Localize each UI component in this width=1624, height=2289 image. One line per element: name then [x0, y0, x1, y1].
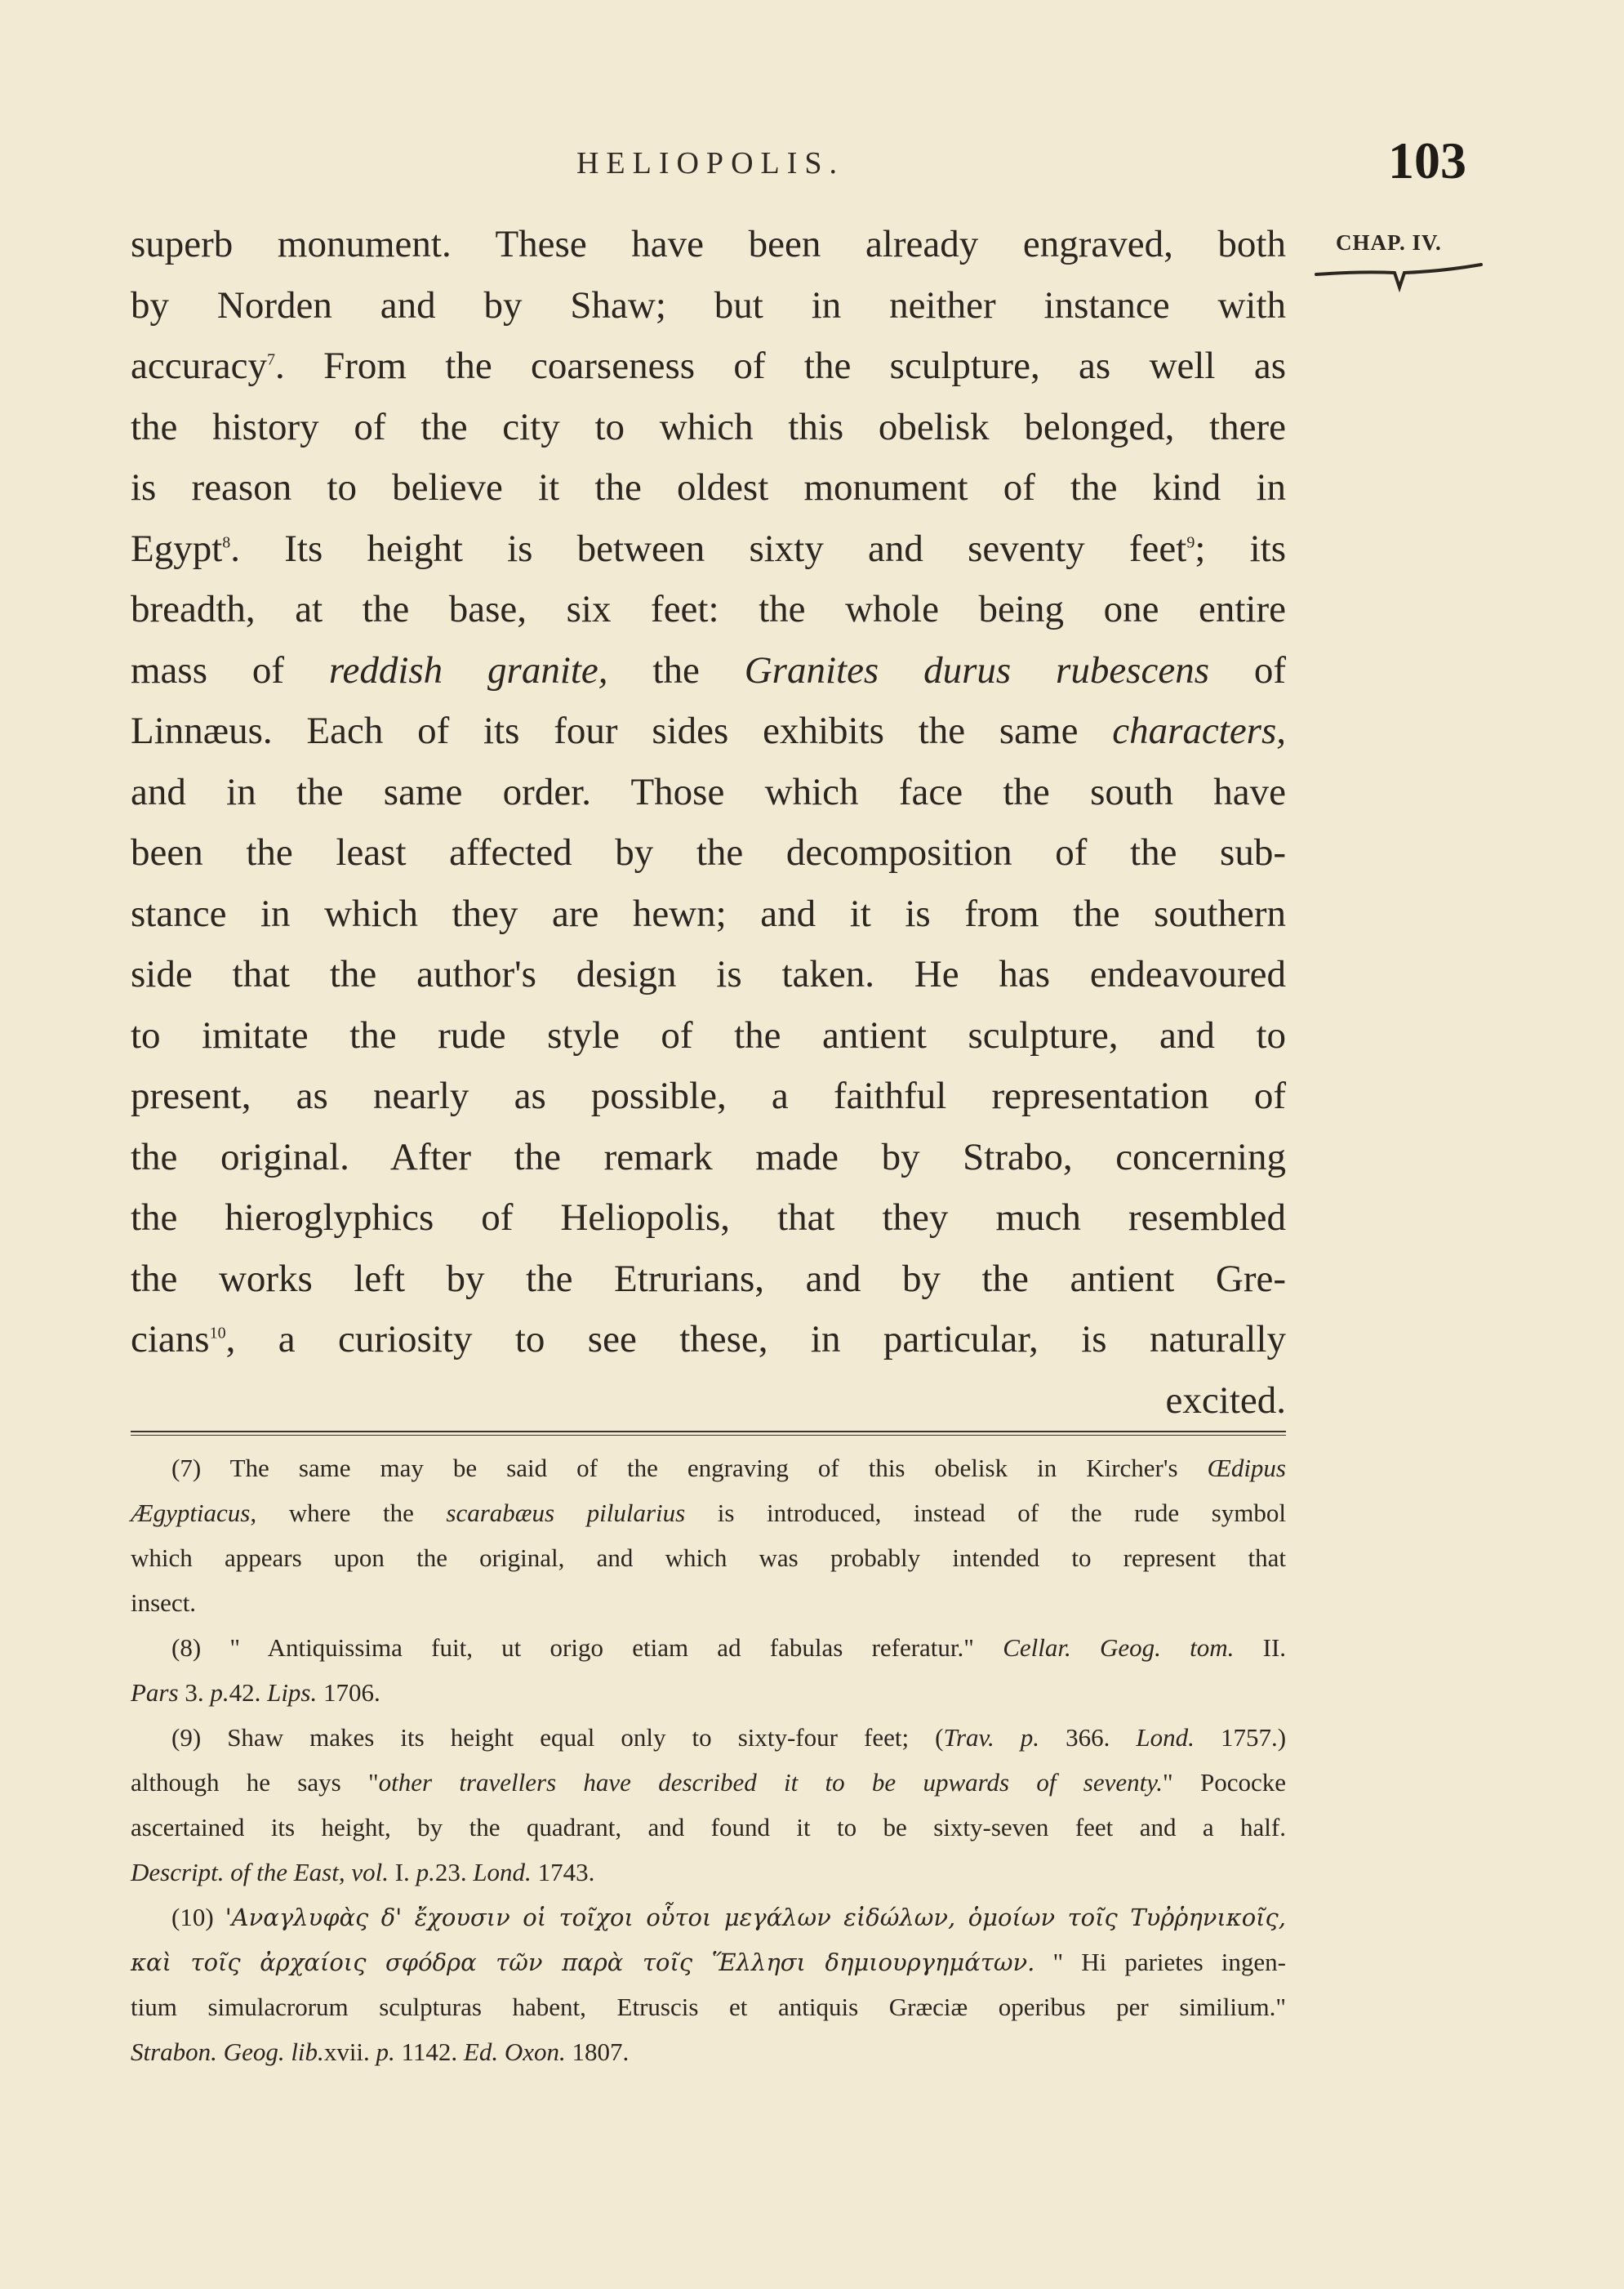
text-line: superb monument. These have been already engraved, both: [131, 223, 1286, 265]
text-line: accuracy$^7$. From the coarseness of the sculpture, as well as: [131, 345, 1286, 387]
text-line: been the least affected by the decomposition of the sub-: [131, 831, 1286, 874]
text-line: Egypt$^8$. Its height is between sixty and seventy feet$^9$; its: [131, 527, 1286, 570]
footnote-line: although he says "other travellers have described it to be upwards of seventy." Pococke: [131, 1768, 1286, 1797]
footnote-ref: 7: [266, 350, 275, 369]
footnote-ref: 10: [209, 1324, 226, 1343]
footnote-line: (8) " Antiquissima fuit, ut origo etiam ad fabulas referatur." Cellar. Geog. tom. II.: [171, 1633, 1287, 1662]
footnote-ref: 8: [222, 532, 231, 551]
text-line: is reason to believe it the oldest monument of the kind in: [131, 466, 1286, 509]
text-line: Linnæus. Each of its four sides exhibits the same characters,: [131, 710, 1287, 752]
footnote-divider: [131, 1431, 1286, 1432]
footnote-line: Pars 3. p.42. Lips. 1706.: [131, 1678, 380, 1707]
text-line: present, as nearly as possible, a faithful representation of: [131, 1075, 1286, 1117]
running-head: HELIOPOLIS.: [576, 146, 845, 180]
text-line: to imitate the rude style of the antient sculpture, and to: [131, 1013, 1286, 1057]
page-number: 103: [1388, 131, 1466, 189]
footnote-line: (7) The same may be said of the engraving of this obelisk in Kircher's Œdipus: [171, 1454, 1286, 1482]
footnote-line: tium simulacrorum sculpturas habent, Etruscis et antiquis Græciæ operibus per similium.": [131, 1993, 1286, 2021]
footnote-line: which appears upon the original, and which was probably intended to represent that: [131, 1543, 1286, 1572]
text-line: the hieroglyphics of Heliopolis, that they much resembled: [131, 1196, 1286, 1239]
footnote-line: (9) Shaw makes its height equal only to sixty-four feet; (Trav. p. 366. Lond. 1757.): [171, 1723, 1287, 1752]
text-line: the history of the city to which this obelisk belonged, there: [131, 405, 1286, 448]
text-line: cians$^{10}$, a curiosity to see these, in particular, is naturally: [131, 1318, 1286, 1360]
text-line: excited.: [1165, 1378, 1286, 1422]
text-line: side that the author's design is taken. He has endeavoured: [131, 953, 1286, 995]
text-line: the original. After the remark made by Strabo, concerning: [131, 1135, 1286, 1178]
footnote-line: (10) 'Αναγλυφὰς δ' ἔχουσιν οἱ τοῖχοι οὗτοι μεγάλων εἰδώλων, ὁμοίων τοῖς Τυῤῥηνικοῖς,: [171, 1903, 1287, 1931]
footnote-line: Ægyptiacus, where the scarabæus pilularius is introduced, instead of the rude symbol: [131, 1499, 1287, 1527]
footnote-line: Descript. of the East, vol. I. p.23. Lond. 1743.: [131, 1858, 595, 1886]
footnotes: [131, 1445, 1286, 2074]
marginal-brace-icon: [1313, 260, 1484, 292]
footnote-divider: [131, 1435, 1286, 1436]
text-line: stance in which they are hewn; and it is from the southern: [131, 892, 1286, 935]
text-line: the works left by the Etrurians, and by the antient Gre-: [131, 1257, 1286, 1300]
footnote-ref: 9: [1186, 532, 1195, 551]
footnote-line: καὶ τοῖς ἀρχαίοις σφόδρα τῶν παρὰ τοῖς Ἕλλησι δημιουργημάτων. " Hi parietes ingen-: [131, 1948, 1286, 1976]
footnote-line: Strabon. Geog. lib.xvii. p. 1142. Ed. Oxon. 1807.: [131, 2037, 630, 2066]
main-text: [131, 214, 1286, 1431]
footnote-line: ascertained its height, by the quadrant, and found it to be sixty-seven feet and a half.: [131, 1813, 1286, 1841]
text-line: mass of reddish granite, the Granites durus rubescens of: [131, 648, 1287, 692]
chapter-marginal-note: CHAP. IV.: [1336, 230, 1442, 255]
text-line: by Norden and by Shaw; but in neither instance with: [131, 283, 1286, 327]
footnote-line: insect.: [131, 1588, 197, 1617]
text-line: and in the same order. Those which face the south have: [131, 770, 1286, 813]
text-line: breadth, at the base, six feet: the whole being one entire: [131, 588, 1286, 630]
